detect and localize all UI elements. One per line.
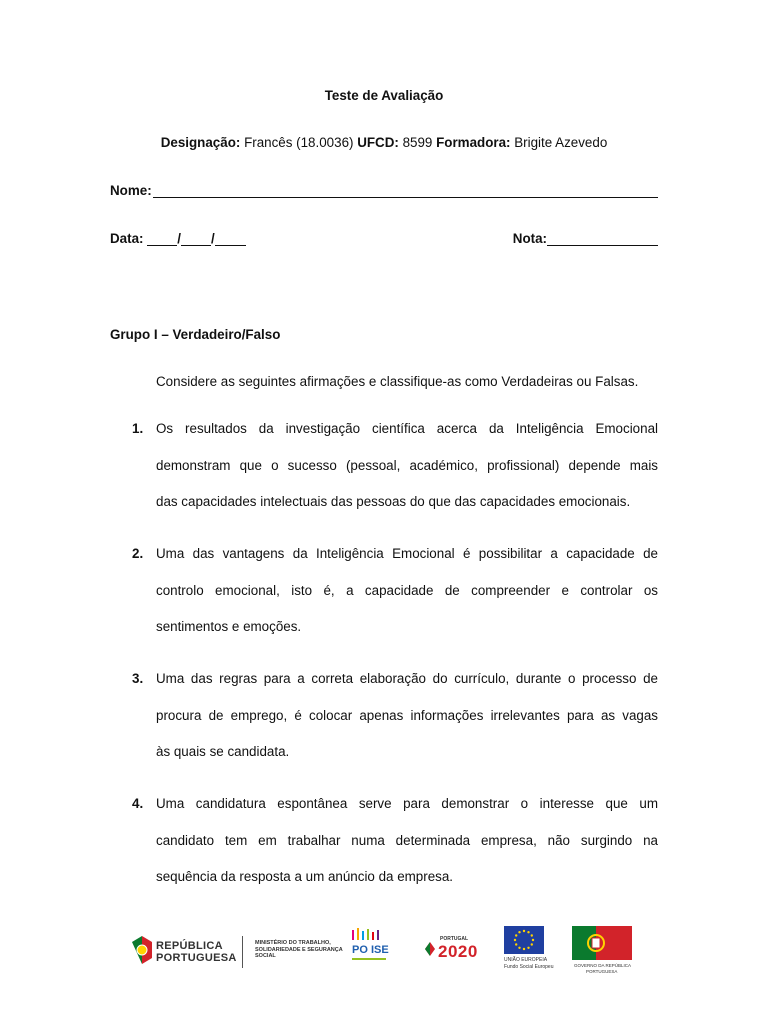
date-grade-row: [110, 231, 658, 246]
gov-line1: GOVERNO DA REPÚBLICA: [574, 963, 632, 968]
date-separator: /: [177, 231, 181, 246]
eu-flag-icon: [504, 926, 544, 954]
question-line: sentimentos e emoções.: [156, 619, 302, 634]
ufcd-label: UFCD:: [357, 135, 399, 150]
portugal-2020-logo: [424, 936, 488, 966]
poise-underline: [352, 958, 386, 960]
year-blank[interactable]: [215, 234, 246, 246]
ministerio-line3: SOCIAL: [255, 953, 276, 959]
date-field[interactable]: [110, 231, 246, 246]
portugal-2020-mark-icon: [424, 940, 436, 958]
course-info: [0, 135, 768, 150]
republica-line1: REPÚBLICA: [156, 940, 223, 952]
document-title: Teste de Avaliação: [324, 88, 444, 103]
ue-line2: Fundo Social Europeu: [504, 964, 554, 970]
footer-logo-bar: [128, 922, 638, 978]
ufcd-value: 8599: [398, 135, 437, 150]
question-number: 3.: [132, 671, 144, 686]
governo-logo: [572, 926, 638, 976]
question-line: sequência da resposta a um anúncio da empresa.: [156, 869, 454, 884]
ministerio-logo: [255, 940, 345, 960]
designacao-label: Designação:: [160, 135, 241, 150]
eu-logo: [504, 926, 568, 976]
formadora-label: Formadora:: [436, 135, 511, 150]
question-line: demonstram que o sucesso (pessoal, académico, profissional) depende mais: [156, 457, 658, 473]
nome-blank-line[interactable]: [153, 185, 658, 198]
portugal-label: PORTUGAL: [440, 936, 469, 942]
ministerio-line1: MINISTÉRIO DO TRABALHO,: [255, 940, 331, 946]
question-line: Uma das vantagens da Inteligência Emocional é possibilitar a capacidade de: [156, 546, 658, 561]
name-field[interactable]: [110, 183, 658, 198]
question-line: candidato tem em trabalhar numa determinada empresa, não surgindo na: [156, 832, 658, 848]
poise-label: PO ISE: [352, 944, 389, 956]
question-number: 2.: [132, 546, 144, 561]
nota-label: Nota:: [512, 231, 547, 246]
poise-logo: [350, 926, 408, 974]
gov-line2: PORTUGUESA: [586, 969, 618, 974]
question-line: Os resultados da investigação científica acerca da Inteligência Emocional: [156, 421, 658, 436]
nome-label: Nome:: [110, 183, 152, 198]
republica-portuguesa-logo: [128, 934, 240, 970]
question-text: [156, 411, 658, 521]
question-line: controlo emocional, isto é, a capacidade de compreender e controlar os: [156, 582, 658, 598]
republica-emblem-icon: [128, 934, 154, 966]
section-instructions: Considere as seguintes afirmações e classifique-as como Verdadeiras ou Falsas.: [156, 374, 639, 389]
nota-blank[interactable]: [547, 234, 658, 246]
question-text: [156, 786, 658, 896]
question-text: [156, 661, 658, 771]
date-separator: /: [210, 231, 215, 246]
portugal-flag-icon: [572, 926, 632, 960]
month-blank[interactable]: [181, 234, 211, 246]
logo-divider: [242, 936, 243, 968]
data-label: Data:: [110, 231, 148, 246]
section-heading: Grupo I – Verdadeiro/Falso: [110, 327, 281, 342]
formadora-value: Brigite Azevedo: [510, 135, 608, 150]
poise-figures-icon: [350, 926, 382, 944]
grade-field[interactable]: [513, 231, 658, 246]
question-text: [156, 536, 658, 646]
question-line: procura de emprego, é colocar apenas informações irrelevantes para as vagas: [156, 707, 658, 723]
question-line: Uma candidatura espontânea serve para demonstrar o interesse que um: [156, 796, 658, 811]
day-blank[interactable]: [147, 234, 177, 246]
question-line: das capacidades intelectuais das pessoas do que das capacidades emocionais.: [156, 494, 631, 509]
question-line: às quais se candidata.: [156, 744, 290, 759]
republica-line2: PORTUGUESA: [156, 952, 237, 964]
ministerio-line2: SOLIDARIEDADE E SEGURANÇA: [255, 946, 343, 953]
question-number: 1.: [132, 421, 144, 436]
question-line: Uma das regras para a correta elaboração do currículo, durante o processo de: [156, 671, 658, 686]
year-label: 2020: [438, 942, 478, 961]
ue-line1: UNIÃO EUROPEIA: [504, 957, 548, 963]
question-number: 4.: [132, 796, 144, 811]
designacao-value: Francês (18.0036): [240, 135, 358, 150]
